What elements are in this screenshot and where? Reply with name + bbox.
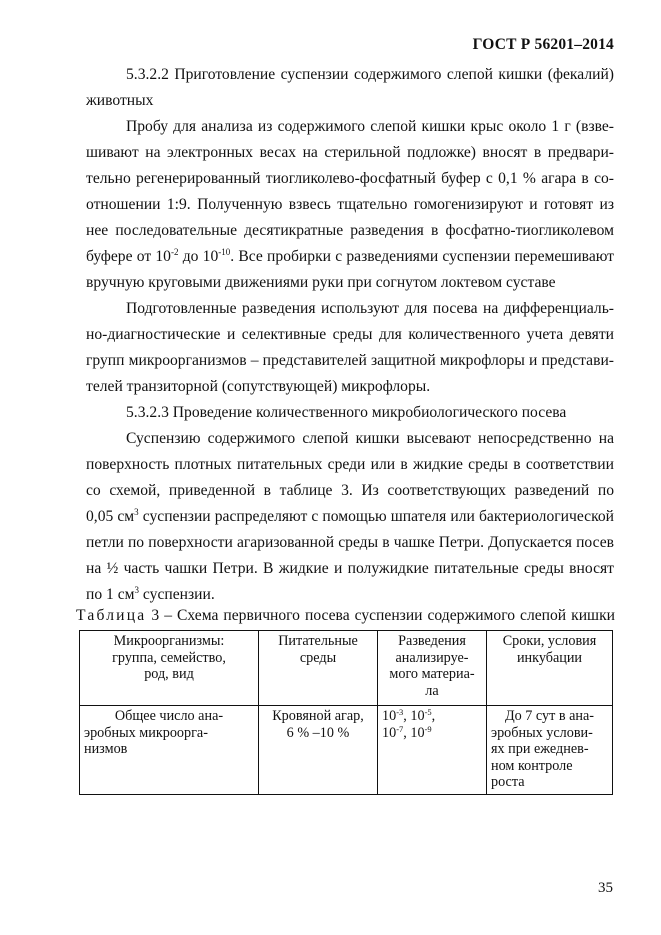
text-line: вручную круговыми движениями руки при согнутом локтевом суставе: [86, 274, 556, 291]
table-header-row: [80, 631, 613, 706]
cell-text: низмов: [84, 741, 128, 758]
section-5-3-2-3-heading: 5.3.2.3 Проведение количественного микробиологического посева: [126, 404, 567, 421]
header-text: Микроорганизмы:: [113, 633, 225, 649]
text-line: шивают на электронных весах на стерильной подложке) вносят в предвари-: [86, 144, 614, 161]
exponent: -7: [396, 723, 404, 734]
cell-text: эробных микроорга-: [84, 724, 208, 741]
dilution-base: 10: [382, 708, 397, 724]
cell-text: Общее число ана-: [114, 708, 224, 724]
dilution-base: 10: [410, 708, 425, 724]
text-line: [86, 504, 614, 530]
text-line: петли по поверхности агаризованной среды в чашке Петри. Допускается посев: [86, 534, 614, 551]
header-cell-media: [259, 631, 378, 706]
separator: ,: [403, 724, 411, 741]
page-number: 35: [598, 880, 613, 896]
paragraph-sample-preparation: [86, 114, 614, 296]
separator: ,: [403, 708, 411, 724]
text-fragment: суспензии распределяют с помощью шпателя или бактериологической: [138, 508, 614, 525]
seeding-scheme-table: [79, 630, 613, 795]
header-text: инкубации: [516, 649, 583, 666]
header-text: Сроки, условия: [502, 633, 597, 649]
text-fragment: до 10: [178, 248, 219, 265]
header-text: мого материа-: [389, 666, 475, 683]
text-fragment: . Все пробирки с разведениями суспензии перемешивают: [230, 248, 614, 265]
text-line: тельно регенерированный тиогликолево-фосфатный буфер с 0,1 % агара в со-: [86, 170, 614, 187]
exponent: 3: [134, 507, 139, 517]
header-text: среды: [299, 649, 337, 666]
exponent: -3: [396, 707, 404, 717]
table-row: [80, 706, 613, 795]
exponent: -10: [218, 247, 231, 257]
cell-text: 6 % –10 %: [286, 724, 350, 741]
text-line: Пробу для анализа из содержимого слепой кишки крыс около 1 г (взве-: [126, 118, 614, 135]
cell-text: До 7 сут в ана-: [504, 708, 595, 724]
cell-dilutions: [378, 706, 487, 795]
dilution-line: [382, 708, 482, 725]
cell-text: ях при ежеднев-: [491, 741, 589, 758]
text-fragment: суспензии.: [139, 586, 215, 603]
header-text: Разведения: [398, 633, 466, 649]
text-line: групп микроорганизмов – представителей защитной микрофлоры и представи-: [86, 352, 614, 369]
text-fragment: буфере от 10: [86, 248, 171, 265]
section-5-3-2-2-heading: 5.3.2.2 Приготовление суспензии содержимого слепой кишки (фекалий): [126, 66, 614, 83]
exponent: 3: [134, 585, 140, 595]
header-text: группа, семейство,: [112, 649, 226, 666]
text-line: на ½ часть чашки Петри. В жидкие и полужидкие питательные среды вносят: [86, 560, 614, 577]
cell-nutrient-medium: [259, 706, 378, 795]
header-text: анализируе-: [395, 649, 469, 666]
text-line: но-диагностические и селективные среды для количественного учета девяти: [86, 326, 614, 343]
text-fragment: 0,05 см: [86, 508, 135, 525]
exponent: -2: [170, 247, 179, 257]
table-caption-label: Таблица: [76, 607, 147, 624]
separator: ,: [431, 708, 436, 724]
header-text: ла: [425, 682, 439, 699]
paragraph-dilutions-usage: [86, 296, 614, 400]
text-line: со схемой, приведенной в таблице 3. Из соответствующих разведений по: [86, 482, 614, 499]
paragraph-seeding: [86, 426, 614, 608]
text-line: отношении 1:9. Полученную взвесь тщательно гомогенизируют и готовят из: [86, 196, 614, 213]
cell-text: роста: [491, 774, 525, 791]
text-line: нее последовательные десятикратные разведения в фосфатно-тиогликолевом: [86, 222, 614, 239]
dilution-base: 10: [382, 724, 397, 741]
header-text: Питательные: [278, 633, 358, 649]
dilution-line: [382, 725, 482, 742]
section-5-3-2-2-heading-cont: животных: [86, 92, 154, 109]
table-caption-text: 3 – Схема первичного посева суспензии содержимого слепой кишки: [146, 607, 615, 624]
header-cell-incubation: [487, 631, 613, 706]
text-line: Подготовленные разведения используют для посева на дифференциаль-: [126, 300, 614, 317]
dilution-base: 10: [410, 724, 425, 741]
cell-microorganism-group: [80, 706, 259, 795]
text-line: Суспензию содержимого слепой кишки высевают непосредственно на: [126, 430, 614, 447]
text-line: поверхность плотных питательных среди или в жидкие среды в соответствии: [86, 456, 614, 473]
exponent: -5: [424, 707, 432, 717]
cell-incubation: [487, 706, 613, 795]
document-standard-number: ГОСТ Р 56201–2014: [472, 36, 614, 53]
header-cell-microorganisms: [80, 631, 259, 706]
table-caption: [76, 604, 615, 628]
text-line: телей транзиторной (сопутствующей) микрофлоры.: [86, 378, 431, 395]
header-text: род, вид: [144, 666, 194, 683]
cell-text: ном контроле: [491, 757, 573, 774]
cell-text: Кровяной агар,: [272, 708, 364, 724]
text-fragment: по 1 см: [86, 586, 135, 603]
text-line: [86, 244, 614, 270]
header-cell-dilutions: [378, 631, 487, 706]
exponent: -9: [424, 723, 432, 734]
document-body: [86, 62, 614, 608]
cell-text: эробных услови-: [491, 724, 593, 741]
